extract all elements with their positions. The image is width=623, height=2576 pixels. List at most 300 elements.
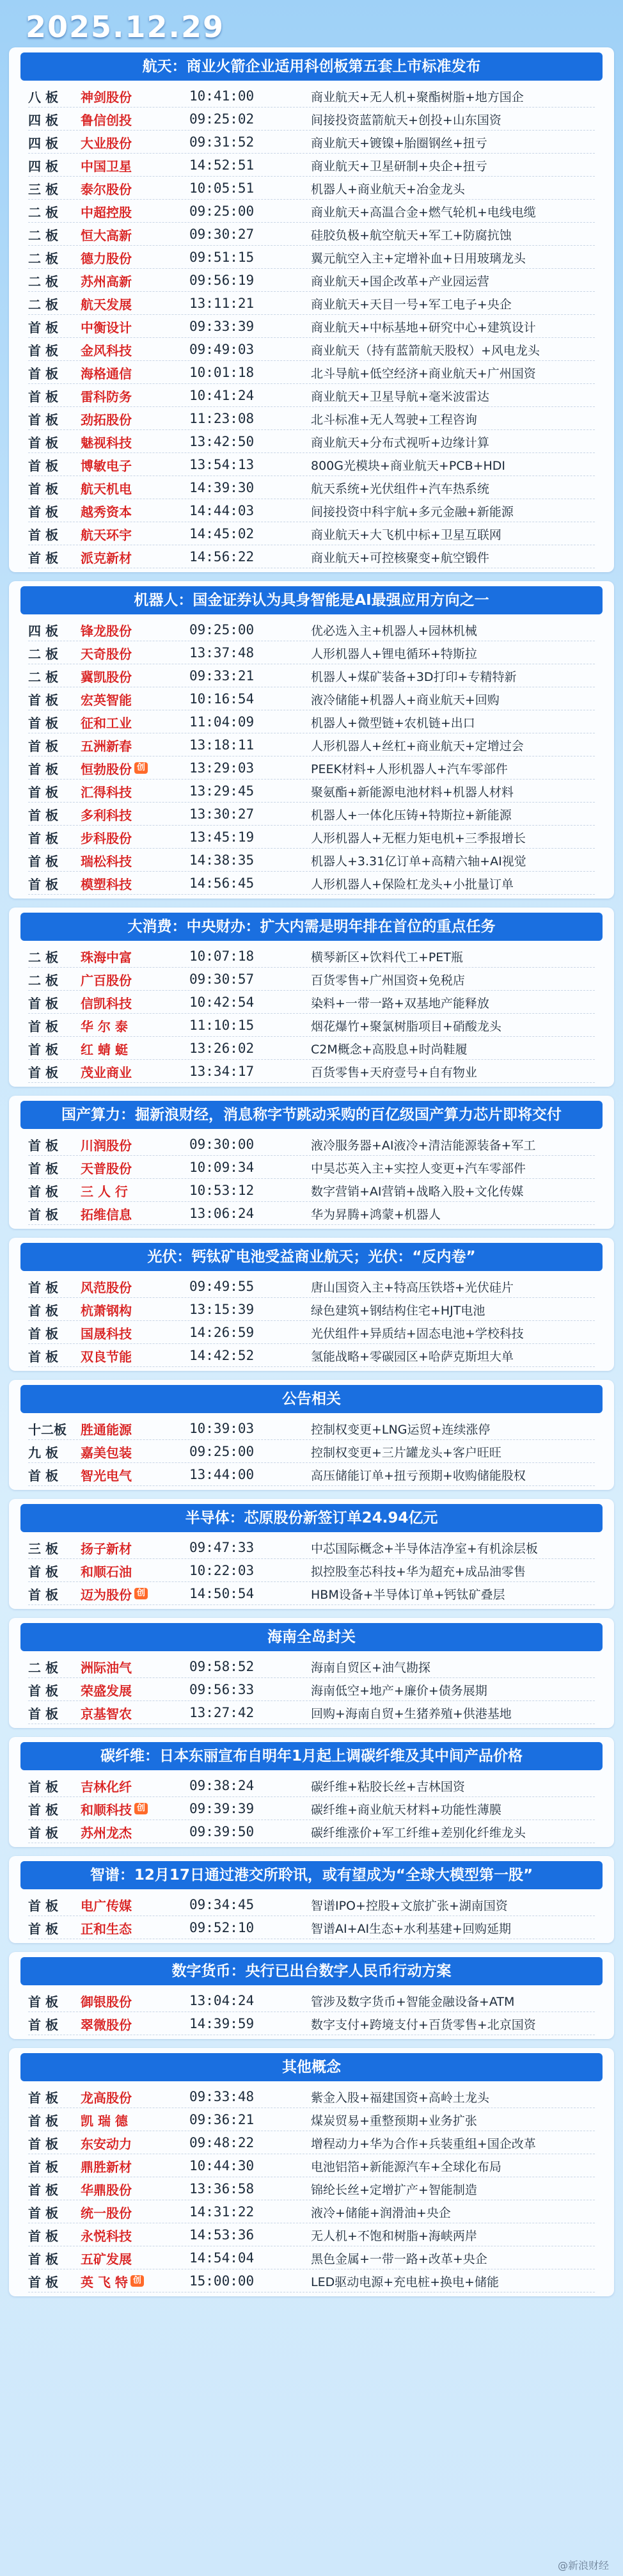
limit-up-time: 13:54:13 bbox=[189, 457, 255, 472]
board-count: 首 板 bbox=[28, 1302, 58, 1318]
limit-up-time: 14:52:51 bbox=[189, 157, 255, 173]
stock-name-cell bbox=[81, 502, 189, 520]
board-count: 二 板 bbox=[28, 949, 58, 965]
limit-up-time: 13:15:39 bbox=[189, 1302, 255, 1317]
board-count: 首 板 bbox=[28, 2228, 58, 2244]
limit-up-reason: 管涉及数字货币+智能金融设备+ATM bbox=[311, 1994, 515, 2009]
stock-name: 苏州龙杰 bbox=[81, 1825, 132, 1841]
stock-name: 模塑科技 bbox=[81, 876, 132, 892]
limit-up-reason: HBM设备+半导体订单+钙钛矿叠层 bbox=[311, 1587, 505, 1602]
stock-row bbox=[9, 1440, 614, 1463]
stock-row bbox=[9, 2223, 614, 2246]
limit-up-time: 10:42:54 bbox=[189, 995, 255, 1010]
limit-up-reason: 回购+海南自贸+生猪养殖+供港基地 bbox=[311, 1706, 512, 1721]
board-count: 首 板 bbox=[28, 550, 58, 566]
board-count: 首 板 bbox=[28, 365, 58, 381]
stock-name: 川润股份 bbox=[81, 1137, 132, 1153]
stock-name-cell bbox=[81, 248, 189, 267]
board-count: 四 板 bbox=[28, 623, 58, 639]
stock-row bbox=[9, 1582, 614, 1605]
stock-name-cell bbox=[81, 202, 189, 221]
limit-up-time: 10:09:34 bbox=[189, 1160, 255, 1175]
stock-row bbox=[9, 154, 614, 177]
stock-name: 迈为股份 bbox=[81, 1587, 132, 1603]
stock-row bbox=[9, 476, 614, 499]
limit-up-time: 09:49:55 bbox=[189, 1279, 255, 1294]
board-count: 首 板 bbox=[28, 1921, 58, 1937]
limit-up-time: 13:29:45 bbox=[189, 783, 255, 799]
limit-up-time: 14:39:59 bbox=[189, 2016, 255, 2031]
stock-name-cell bbox=[81, 2203, 189, 2221]
limit-up-time: 10:44:30 bbox=[189, 2158, 255, 2173]
limit-up-time: 13:27:42 bbox=[189, 1705, 255, 1720]
limit-up-time: 13:18:11 bbox=[189, 737, 255, 753]
stock-name-cell bbox=[81, 1300, 189, 1319]
stock-name-cell bbox=[81, 2249, 189, 2268]
stock-row bbox=[9, 1701, 614, 1724]
stock-row bbox=[9, 407, 614, 430]
limit-up-reason: 人形机器人+无框力矩电机+三季报增长 bbox=[311, 831, 526, 845]
limit-up-reason: 横琴新区+饮料代工+PET瓶 bbox=[311, 950, 463, 964]
stock-name-cell bbox=[81, 874, 189, 893]
report-date: 2025.12.29 bbox=[26, 10, 225, 44]
limit-up-reason: 锦纶长丝+定增扩产+智能制造 bbox=[311, 2182, 477, 2197]
stock-row bbox=[9, 1893, 614, 1916]
board-count: 首 板 bbox=[28, 527, 58, 543]
stock-row bbox=[9, 2085, 614, 2108]
stock-row bbox=[9, 1559, 614, 1582]
stock-name-cell bbox=[81, 410, 189, 428]
stock-row bbox=[9, 1463, 614, 1486]
limit-up-time: 11:10:15 bbox=[189, 1018, 255, 1033]
stock-name: 劲拓股份 bbox=[81, 412, 132, 428]
limit-up-time: 14:50:54 bbox=[189, 1586, 255, 1601]
stock-name-cell bbox=[81, 1016, 189, 1035]
stock-name: 宏英智能 bbox=[81, 692, 132, 708]
stock-name-cell bbox=[81, 2180, 189, 2198]
stock-row bbox=[9, 315, 614, 338]
section-title: 公告相关 bbox=[20, 1385, 603, 1413]
stock-row bbox=[9, 108, 614, 131]
stock-name-cell bbox=[81, 340, 189, 359]
stock-name: 恒大高新 bbox=[81, 227, 132, 243]
stock-row bbox=[9, 177, 614, 200]
stock-name: 和顺石油 bbox=[81, 1564, 132, 1580]
stock-name-cell bbox=[81, 644, 189, 662]
sector-section bbox=[9, 1952, 614, 2039]
limit-up-time: 14:45:02 bbox=[189, 526, 255, 541]
limit-up-reason: 商业航天+卫星研制+央企+扭亏 bbox=[311, 159, 487, 173]
chinext-badge: 创 bbox=[130, 2275, 144, 2287]
stock-row bbox=[9, 756, 614, 780]
limit-up-reason: 航天系统+光伏组件+汽车热系统 bbox=[311, 481, 489, 496]
limit-up-time: 09:52:10 bbox=[189, 1920, 255, 1935]
limit-up-time: 09:51:15 bbox=[189, 250, 255, 265]
limit-up-time: 09:58:52 bbox=[189, 1659, 255, 1674]
limit-up-time: 13:44:00 bbox=[189, 1467, 255, 1482]
stock-name: 德力股份 bbox=[81, 250, 132, 266]
limit-up-time: 14:54:04 bbox=[189, 2250, 255, 2266]
stock-row bbox=[9, 223, 614, 246]
limit-up-time: 15:00:00 bbox=[189, 2273, 255, 2289]
stock-row bbox=[9, 545, 614, 568]
limit-up-reason: 机器人+3.31亿订单+高精六轴+AI视觉 bbox=[311, 854, 526, 868]
stock-name-cell bbox=[81, 387, 189, 405]
stock-name: 航天机电 bbox=[81, 481, 132, 497]
stock-name-cell bbox=[81, 759, 189, 778]
stock-name: 苏州高新 bbox=[81, 273, 132, 289]
stock-name: 吉林化纤 bbox=[81, 1779, 132, 1795]
stock-name-cell bbox=[81, 970, 189, 989]
limit-up-reason: 翼元航空入主+定增补血+日用玻璃龙头 bbox=[311, 251, 526, 266]
limit-up-time: 09:33:21 bbox=[189, 668, 255, 684]
limit-up-time: 13:11:21 bbox=[189, 296, 255, 311]
board-count: 首 板 bbox=[28, 412, 58, 428]
stock-name-cell bbox=[81, 621, 189, 639]
limit-up-reason: 机器人+一体化压铸+特斯拉+新能源 bbox=[311, 808, 512, 822]
board-count: 首 板 bbox=[28, 435, 58, 451]
stock-name: 冀凯股份 bbox=[81, 669, 132, 685]
stock-name: 京基智农 bbox=[81, 1706, 132, 1722]
limit-up-time: 13:30:27 bbox=[189, 806, 255, 822]
stock-row bbox=[9, 2108, 614, 2131]
board-count: 首 板 bbox=[28, 1825, 58, 1841]
stock-name-cell bbox=[81, 993, 189, 1012]
stock-name: 大业股份 bbox=[81, 135, 132, 151]
limit-up-reason: 商业航天+无人机+聚酯树脂+地方国企 bbox=[311, 90, 524, 104]
limit-up-time: 09:39:50 bbox=[189, 1824, 255, 1839]
stock-name: 扬子新材 bbox=[81, 1540, 132, 1556]
limit-up-reason: 数字支付+跨境支付+百货零售+北京国资 bbox=[311, 2017, 536, 2032]
limit-up-reason: 控制权变更+LNG运贸+连续涨停 bbox=[311, 1422, 491, 1437]
section-spacer bbox=[9, 1367, 614, 1371]
chinext-badge: 创 bbox=[134, 1803, 148, 1814]
stock-row bbox=[9, 849, 614, 872]
stock-name-cell bbox=[81, 317, 189, 336]
limit-up-reason: 紫金入股+福建国资+高岭土龙头 bbox=[311, 2090, 489, 2105]
limit-up-time: 11:23:08 bbox=[189, 411, 255, 426]
limit-up-time: 14:31:22 bbox=[189, 2204, 255, 2220]
stock-name: 天奇股份 bbox=[81, 646, 132, 662]
stock-name: 中衡设计 bbox=[81, 319, 132, 335]
stock-name-cell bbox=[81, 828, 189, 847]
stock-name: 嘉美包装 bbox=[81, 1444, 132, 1460]
sector-section bbox=[9, 1856, 614, 1943]
board-count: 首 板 bbox=[28, 1779, 58, 1795]
limit-up-time: 09:30:00 bbox=[189, 1137, 255, 1152]
stock-name: 博敏电子 bbox=[81, 458, 132, 474]
board-count: 首 板 bbox=[28, 1160, 58, 1176]
limit-up-reason: 优必选入主+机器人+园林机械 bbox=[311, 623, 477, 638]
stock-name: 御银股份 bbox=[81, 1994, 132, 2010]
section-title: 机器人：国金证券认为具身智能是AI最强应用方向之一 bbox=[20, 586, 603, 614]
board-count: 首 板 bbox=[28, 1206, 58, 1222]
board-count: 首 板 bbox=[28, 853, 58, 869]
stock-name: 天普股份 bbox=[81, 1160, 132, 1176]
section-spacer bbox=[9, 1724, 614, 1728]
section-title: 海南全岛封关 bbox=[20, 1623, 603, 1651]
limit-up-reason: 液冷服务器+AI液冷+清洁能源装备+军工 bbox=[311, 1138, 536, 1153]
board-count: 首 板 bbox=[28, 1041, 58, 1057]
stock-row bbox=[9, 1989, 614, 2012]
watermark: @新浪财经 bbox=[557, 2559, 609, 2572]
stock-name: 派克新材 bbox=[81, 550, 132, 566]
stock-row bbox=[9, 687, 614, 710]
stock-name: 步科股份 bbox=[81, 830, 132, 846]
limit-up-reason: 电池铝箔+新能源汽车+全球化布局 bbox=[311, 2159, 501, 2174]
limit-up-reason: 商业航天+大飞机中标+卫星互联网 bbox=[311, 527, 501, 542]
stock-row bbox=[9, 733, 614, 756]
stock-name: 三 人 行 bbox=[81, 1183, 128, 1199]
stock-row bbox=[9, 618, 614, 641]
limit-up-time: 10:53:12 bbox=[189, 1183, 255, 1198]
limit-up-time: 13:34:17 bbox=[189, 1064, 255, 1079]
limit-up-reason: 聚氨酯+新能源电池材料+机器人材料 bbox=[311, 785, 514, 799]
stock-name: 鲁信创投 bbox=[81, 112, 132, 128]
stock-row bbox=[9, 384, 614, 407]
section-spacer bbox=[9, 568, 614, 572]
stock-row bbox=[9, 84, 614, 108]
stock-name: 胜通能源 bbox=[81, 1421, 132, 1437]
limit-up-reason: 商业航天+中标基地+研究中心+建筑设计 bbox=[311, 320, 536, 335]
board-count: 首 板 bbox=[28, 1564, 58, 1580]
stock-name: 风范股份 bbox=[81, 1279, 132, 1295]
limit-up-reason: 唐山国资入主+特高压铁塔+光伏硅片 bbox=[311, 1280, 514, 1295]
stock-name-cell bbox=[81, 1204, 189, 1223]
board-count: 三 板 bbox=[28, 1540, 58, 1556]
stock-row bbox=[9, 338, 614, 361]
section-spacer bbox=[9, 1843, 614, 1847]
stock-name-cell bbox=[81, 1039, 189, 1058]
limit-up-reason: 北斗导航+低空经济+商业航天+广州国资 bbox=[311, 366, 536, 381]
limit-up-time: 11:04:09 bbox=[189, 714, 255, 730]
section-spacer bbox=[9, 1225, 614, 1229]
stock-row bbox=[9, 1060, 614, 1083]
stock-name-cell bbox=[81, 87, 189, 106]
stock-name-cell bbox=[81, 1585, 189, 1603]
stock-row bbox=[9, 2131, 614, 2154]
stock-name: 荣盛发展 bbox=[81, 1683, 132, 1699]
limit-up-time: 13:45:19 bbox=[189, 829, 255, 845]
stock-row bbox=[9, 2246, 614, 2269]
limit-up-time: 09:25:00 bbox=[189, 1444, 255, 1459]
limit-up-time: 10:05:51 bbox=[189, 180, 255, 196]
stock-name-cell bbox=[81, 364, 189, 382]
sector-section bbox=[9, 1380, 614, 1490]
limit-up-time: 09:39:39 bbox=[189, 1801, 255, 1816]
stock-row bbox=[9, 1774, 614, 1797]
board-count: 首 板 bbox=[28, 1683, 58, 1699]
stock-name-cell bbox=[81, 947, 189, 966]
stock-name: 汇得科技 bbox=[81, 784, 132, 800]
board-count: 首 板 bbox=[28, 2274, 58, 2290]
sector-section bbox=[9, 1737, 614, 1847]
board-count: 首 板 bbox=[28, 1706, 58, 1722]
limit-up-reason: 人形机器人+锂电循环+特斯拉 bbox=[311, 646, 477, 661]
stock-row bbox=[9, 1417, 614, 1440]
stock-name-cell bbox=[81, 433, 189, 451]
chinext-badge: 创 bbox=[134, 762, 148, 774]
stock-name: 航天环宇 bbox=[81, 527, 132, 543]
limit-up-reason: 人形机器人+保险杠龙头+小批量订单 bbox=[311, 877, 514, 892]
stock-name: 华鼎股份 bbox=[81, 2182, 132, 2198]
stock-name-cell bbox=[81, 2088, 189, 2106]
limit-up-reason: 人形机器人+丝杠+商业航天+定增过会 bbox=[311, 739, 524, 753]
limit-up-time: 14:38:35 bbox=[189, 852, 255, 868]
limit-up-time: 09:30:27 bbox=[189, 227, 255, 242]
stock-name-cell bbox=[81, 690, 189, 708]
stock-name: 国晟科技 bbox=[81, 1325, 132, 1341]
chinext-badge: 创 bbox=[134, 1588, 148, 1599]
board-count: 首 板 bbox=[28, 1802, 58, 1818]
stock-row bbox=[9, 499, 614, 522]
stock-name: 魅视科技 bbox=[81, 435, 132, 451]
section-spacer bbox=[9, 1939, 614, 1943]
stock-name-cell bbox=[81, 271, 189, 290]
stock-name: 洲际油气 bbox=[81, 1660, 132, 1676]
limit-up-time: 09:25:02 bbox=[189, 111, 255, 127]
board-count: 二 板 bbox=[28, 204, 58, 220]
stock-name: 永悦科技 bbox=[81, 2228, 132, 2244]
board-count: 首 板 bbox=[28, 761, 58, 777]
limit-up-time: 09:36:21 bbox=[189, 2112, 255, 2127]
limit-up-reason: 数字营销+AI营销+战略入股+文化传媒 bbox=[311, 1184, 524, 1199]
limit-up-time: 09:25:00 bbox=[189, 204, 255, 219]
board-count: 首 板 bbox=[28, 1898, 58, 1914]
stock-name-cell bbox=[81, 2272, 189, 2291]
stock-row bbox=[9, 1202, 614, 1225]
board-count: 九 板 bbox=[28, 1444, 58, 1460]
stock-name: 双良节能 bbox=[81, 1348, 132, 1364]
board-count: 首 板 bbox=[28, 2113, 58, 2129]
stock-name: 翠微股份 bbox=[81, 2017, 132, 2033]
limit-up-reason: 液冷储能+机器人+商业航天+回购 bbox=[311, 692, 500, 707]
limit-up-reason: 机器人+商业航天+冶金龙头 bbox=[311, 182, 465, 196]
section-title: 数字货币：央行已出台数字人民币行动方案 bbox=[20, 1957, 603, 1985]
stock-row bbox=[9, 872, 614, 895]
stock-row bbox=[9, 945, 614, 968]
limit-up-time: 09:48:22 bbox=[189, 2135, 255, 2150]
stock-name-cell bbox=[81, 851, 189, 870]
stock-name-cell bbox=[81, 548, 189, 566]
sector-section bbox=[9, 1096, 614, 1229]
stock-name-cell bbox=[81, 805, 189, 824]
stock-name-cell bbox=[81, 1539, 189, 1557]
stock-name: 五洲新春 bbox=[81, 738, 132, 754]
stock-name: 越秀资本 bbox=[81, 504, 132, 520]
stock-name-cell bbox=[81, 133, 189, 152]
board-count: 四 板 bbox=[28, 135, 58, 151]
stock-name-cell bbox=[81, 1324, 189, 1342]
stock-name-cell bbox=[81, 156, 189, 175]
stock-name: 鼎胜新材 bbox=[81, 2159, 132, 2175]
limit-up-reason: 百货零售+广州国资+免税店 bbox=[311, 973, 465, 988]
board-count: 二 板 bbox=[28, 669, 58, 685]
sector-section bbox=[9, 2048, 614, 2296]
stock-name: 统一股份 bbox=[81, 2205, 132, 2221]
section-title: 其他概念 bbox=[20, 2053, 603, 2081]
stock-name-cell bbox=[81, 1062, 189, 1081]
section-spacer bbox=[9, 1486, 614, 1490]
stock-row bbox=[9, 710, 614, 733]
limit-up-reason: 碳纤维+粘胶长丝+吉林国资 bbox=[311, 1779, 465, 1794]
stock-row bbox=[9, 2012, 614, 2035]
stock-row bbox=[9, 453, 614, 476]
stock-name-cell bbox=[81, 225, 189, 244]
stock-name: 珠海中富 bbox=[81, 949, 132, 965]
stock-row bbox=[9, 292, 614, 315]
board-count: 三 板 bbox=[28, 181, 58, 197]
limit-up-time: 13:06:24 bbox=[189, 1206, 255, 1221]
limit-up-time: 09:56:33 bbox=[189, 1682, 255, 1697]
limit-up-reason: 黑色金属+一带一路+改革+央企 bbox=[311, 2252, 487, 2266]
section-spacer bbox=[9, 2035, 614, 2039]
limit-up-reason: 商业航天+分布式视听+边缘计算 bbox=[311, 435, 489, 450]
sector-section bbox=[9, 1499, 614, 1609]
limit-up-reason: 智谱IPO+控股+文旅扩张+湖南国资 bbox=[311, 1898, 508, 1913]
stock-row bbox=[9, 1156, 614, 1179]
limit-up-reason: 商业航天+天目一号+军工电子+央企 bbox=[311, 297, 512, 312]
limit-up-reason: 华为昇腾+鸿蒙+机器人 bbox=[311, 1207, 441, 1222]
stock-row bbox=[9, 664, 614, 687]
board-count: 首 板 bbox=[28, 784, 58, 800]
board-count: 首 板 bbox=[28, 2251, 58, 2267]
limit-up-time: 13:04:24 bbox=[189, 1993, 255, 2008]
limit-up-time: 09:47:33 bbox=[189, 1540, 255, 1555]
board-count: 二 板 bbox=[28, 227, 58, 243]
stock-row bbox=[9, 1655, 614, 1678]
limit-up-time: 13:42:50 bbox=[189, 434, 255, 449]
limit-up-reason: 染料+一带一路+双基地产能释放 bbox=[311, 996, 489, 1011]
limit-up-time: 10:22:03 bbox=[189, 1563, 255, 1578]
board-count: 首 板 bbox=[28, 1325, 58, 1341]
stock-row bbox=[9, 803, 614, 826]
board-count: 二 板 bbox=[28, 646, 58, 662]
section-spacer bbox=[9, 895, 614, 899]
limit-up-reason: 商业航天+高温合金+燃气轮机+电线电缆 bbox=[311, 205, 536, 220]
limit-up-reason: 间接投资蓝箭航天+创投+山东国资 bbox=[311, 113, 501, 127]
limit-up-reason: C2M概念+高股息+时尚鞋履 bbox=[311, 1042, 468, 1057]
stock-name-cell bbox=[81, 782, 189, 801]
stock-name: 征和工业 bbox=[81, 715, 132, 731]
section-spacer bbox=[9, 2292, 614, 2296]
section-title: 航天：商业火箭企业适用科创板第五套上市标准发布 bbox=[20, 52, 603, 81]
limit-up-reason: 百货零售+天府壹号+自有物业 bbox=[311, 1065, 477, 1080]
stock-name-cell bbox=[81, 667, 189, 685]
limit-up-reason: 商业航天+卫星导航+毫米波雷达 bbox=[311, 389, 489, 404]
stock-name-cell bbox=[81, 2015, 189, 2033]
board-count: 首 板 bbox=[28, 807, 58, 823]
board-count: 首 板 bbox=[28, 2205, 58, 2221]
limit-up-reason: 机器人+微型链+农机链+出口 bbox=[311, 716, 475, 730]
stock-name-cell bbox=[81, 1443, 189, 1461]
stock-name: 东安动力 bbox=[81, 2136, 132, 2152]
section-title: 碳纤维：日本东丽宣布自明年1月起上调碳纤维及其中间产品价格 bbox=[20, 1742, 603, 1770]
section-title: 国产算力：掘新浪财经，消息称字节跳动采购的百亿级国产算力芯片即将交付 bbox=[20, 1101, 603, 1129]
limit-up-reason: 碳纤维+商业航天材料+功能性薄膜 bbox=[311, 1802, 501, 1817]
board-count: 首 板 bbox=[28, 715, 58, 731]
sector-section bbox=[9, 581, 614, 899]
board-count: 首 板 bbox=[28, 458, 58, 474]
stock-name: 泰尔股份 bbox=[81, 181, 132, 197]
section-spacer bbox=[9, 1605, 614, 1609]
limit-up-reason: 间接投资中科宇航+多元金融+新能源 bbox=[311, 504, 514, 519]
stock-row bbox=[9, 2154, 614, 2177]
board-count: 首 板 bbox=[28, 319, 58, 335]
board-count: 二 板 bbox=[28, 296, 58, 312]
stock-row bbox=[9, 1275, 614, 1298]
stock-name-cell bbox=[81, 110, 189, 129]
